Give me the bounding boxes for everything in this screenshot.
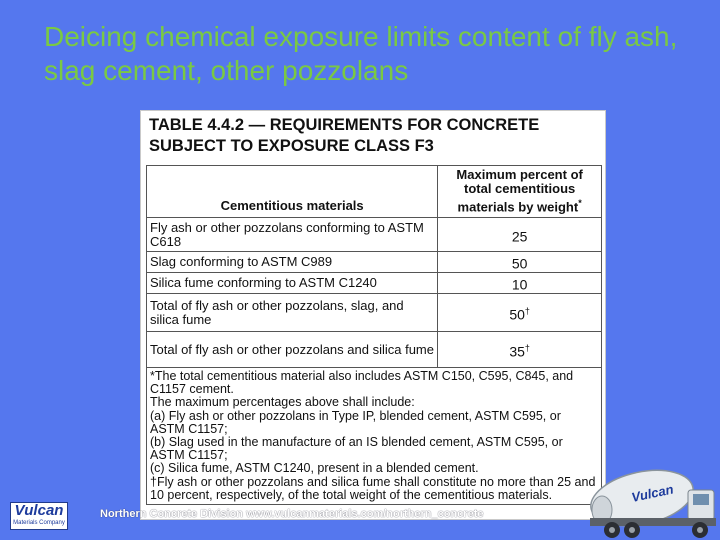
table-row bbox=[147, 332, 602, 368]
material-cell: Total of fly ash or other pozzolans and silica fume bbox=[147, 332, 438, 368]
header-maximum-percent: Maximum percent of total cementitious materials by weight* bbox=[438, 166, 602, 218]
value-cell: 50 bbox=[438, 252, 602, 273]
vulcan-logo bbox=[10, 502, 68, 530]
material-cell: Slag conforming to ASTM C989 bbox=[147, 252, 438, 273]
material-cell: Total of fly ash or other pozzolans, slag, and silica fume bbox=[147, 294, 438, 332]
truck-brand: Vulcan bbox=[630, 481, 675, 505]
logo-subtitle: Materials Company bbox=[13, 520, 65, 526]
requirements-table bbox=[146, 165, 602, 368]
footnote-line: The maximum percentages above shall include: bbox=[150, 395, 415, 410]
exposure-table-image bbox=[140, 110, 606, 520]
table-caption-line1: TABLE 4.4.2 — REQUIREMENTS FOR CONCRETE bbox=[149, 116, 540, 134]
value-cell: 25 bbox=[438, 218, 602, 252]
footnote-line: (b) Slag used in the manufacture of an IS blended cement, ASTM C595, or ASTM C1157; bbox=[150, 435, 563, 463]
slide-title: Deicing chemical exposure limits content of fly ash, slag cement, other pozzolans bbox=[44, 21, 678, 86]
header-cementitious-materials: Cementitious materials bbox=[147, 166, 438, 218]
table-caption-line2: SUBJECT TO EXPOSURE CLASS F3 bbox=[149, 137, 434, 155]
footnote-line: †Fly ash or other pozzolans and silica fume shall constitute no more than 25 and 10 percent, respectively, of the total weight of the cementitious materials. bbox=[150, 474, 596, 502]
value-cell: 10 bbox=[438, 273, 602, 294]
footnote-line: (a) Fly ash or other pozzolans in Type IP, blended cement, ASTM C595, or ASTM C1157; bbox=[150, 408, 561, 436]
mixer-truck-icon bbox=[572, 460, 720, 540]
table-row bbox=[147, 252, 602, 273]
footnote-line: (c) Silica fume, ASTM C1240, present in a blended cement. bbox=[150, 461, 479, 476]
table-footnotes bbox=[146, 368, 602, 505]
table-row bbox=[147, 294, 602, 332]
footer-text: Northern Concrete Division www.vulcanmaterials.com/northern_concrete bbox=[100, 508, 484, 520]
table-row bbox=[147, 218, 602, 252]
value-cell: 50† bbox=[438, 294, 602, 332]
material-cell: Silica fume conforming to ASTM C1240 bbox=[147, 273, 438, 294]
header-footnote-mark: * bbox=[578, 198, 582, 209]
table-row bbox=[147, 273, 602, 294]
table-caption bbox=[146, 115, 600, 157]
logo-brand: Vulcan bbox=[14, 502, 64, 519]
value-cell: 35† bbox=[438, 332, 602, 368]
footnote-line: *The total cementitious material also includes ASTM C150, C595, C845, and C1157 cement. bbox=[150, 369, 574, 397]
material-cell: Fly ash or other pozzolans conforming to ASTM C618 bbox=[147, 218, 438, 252]
table-header-row bbox=[147, 166, 602, 218]
